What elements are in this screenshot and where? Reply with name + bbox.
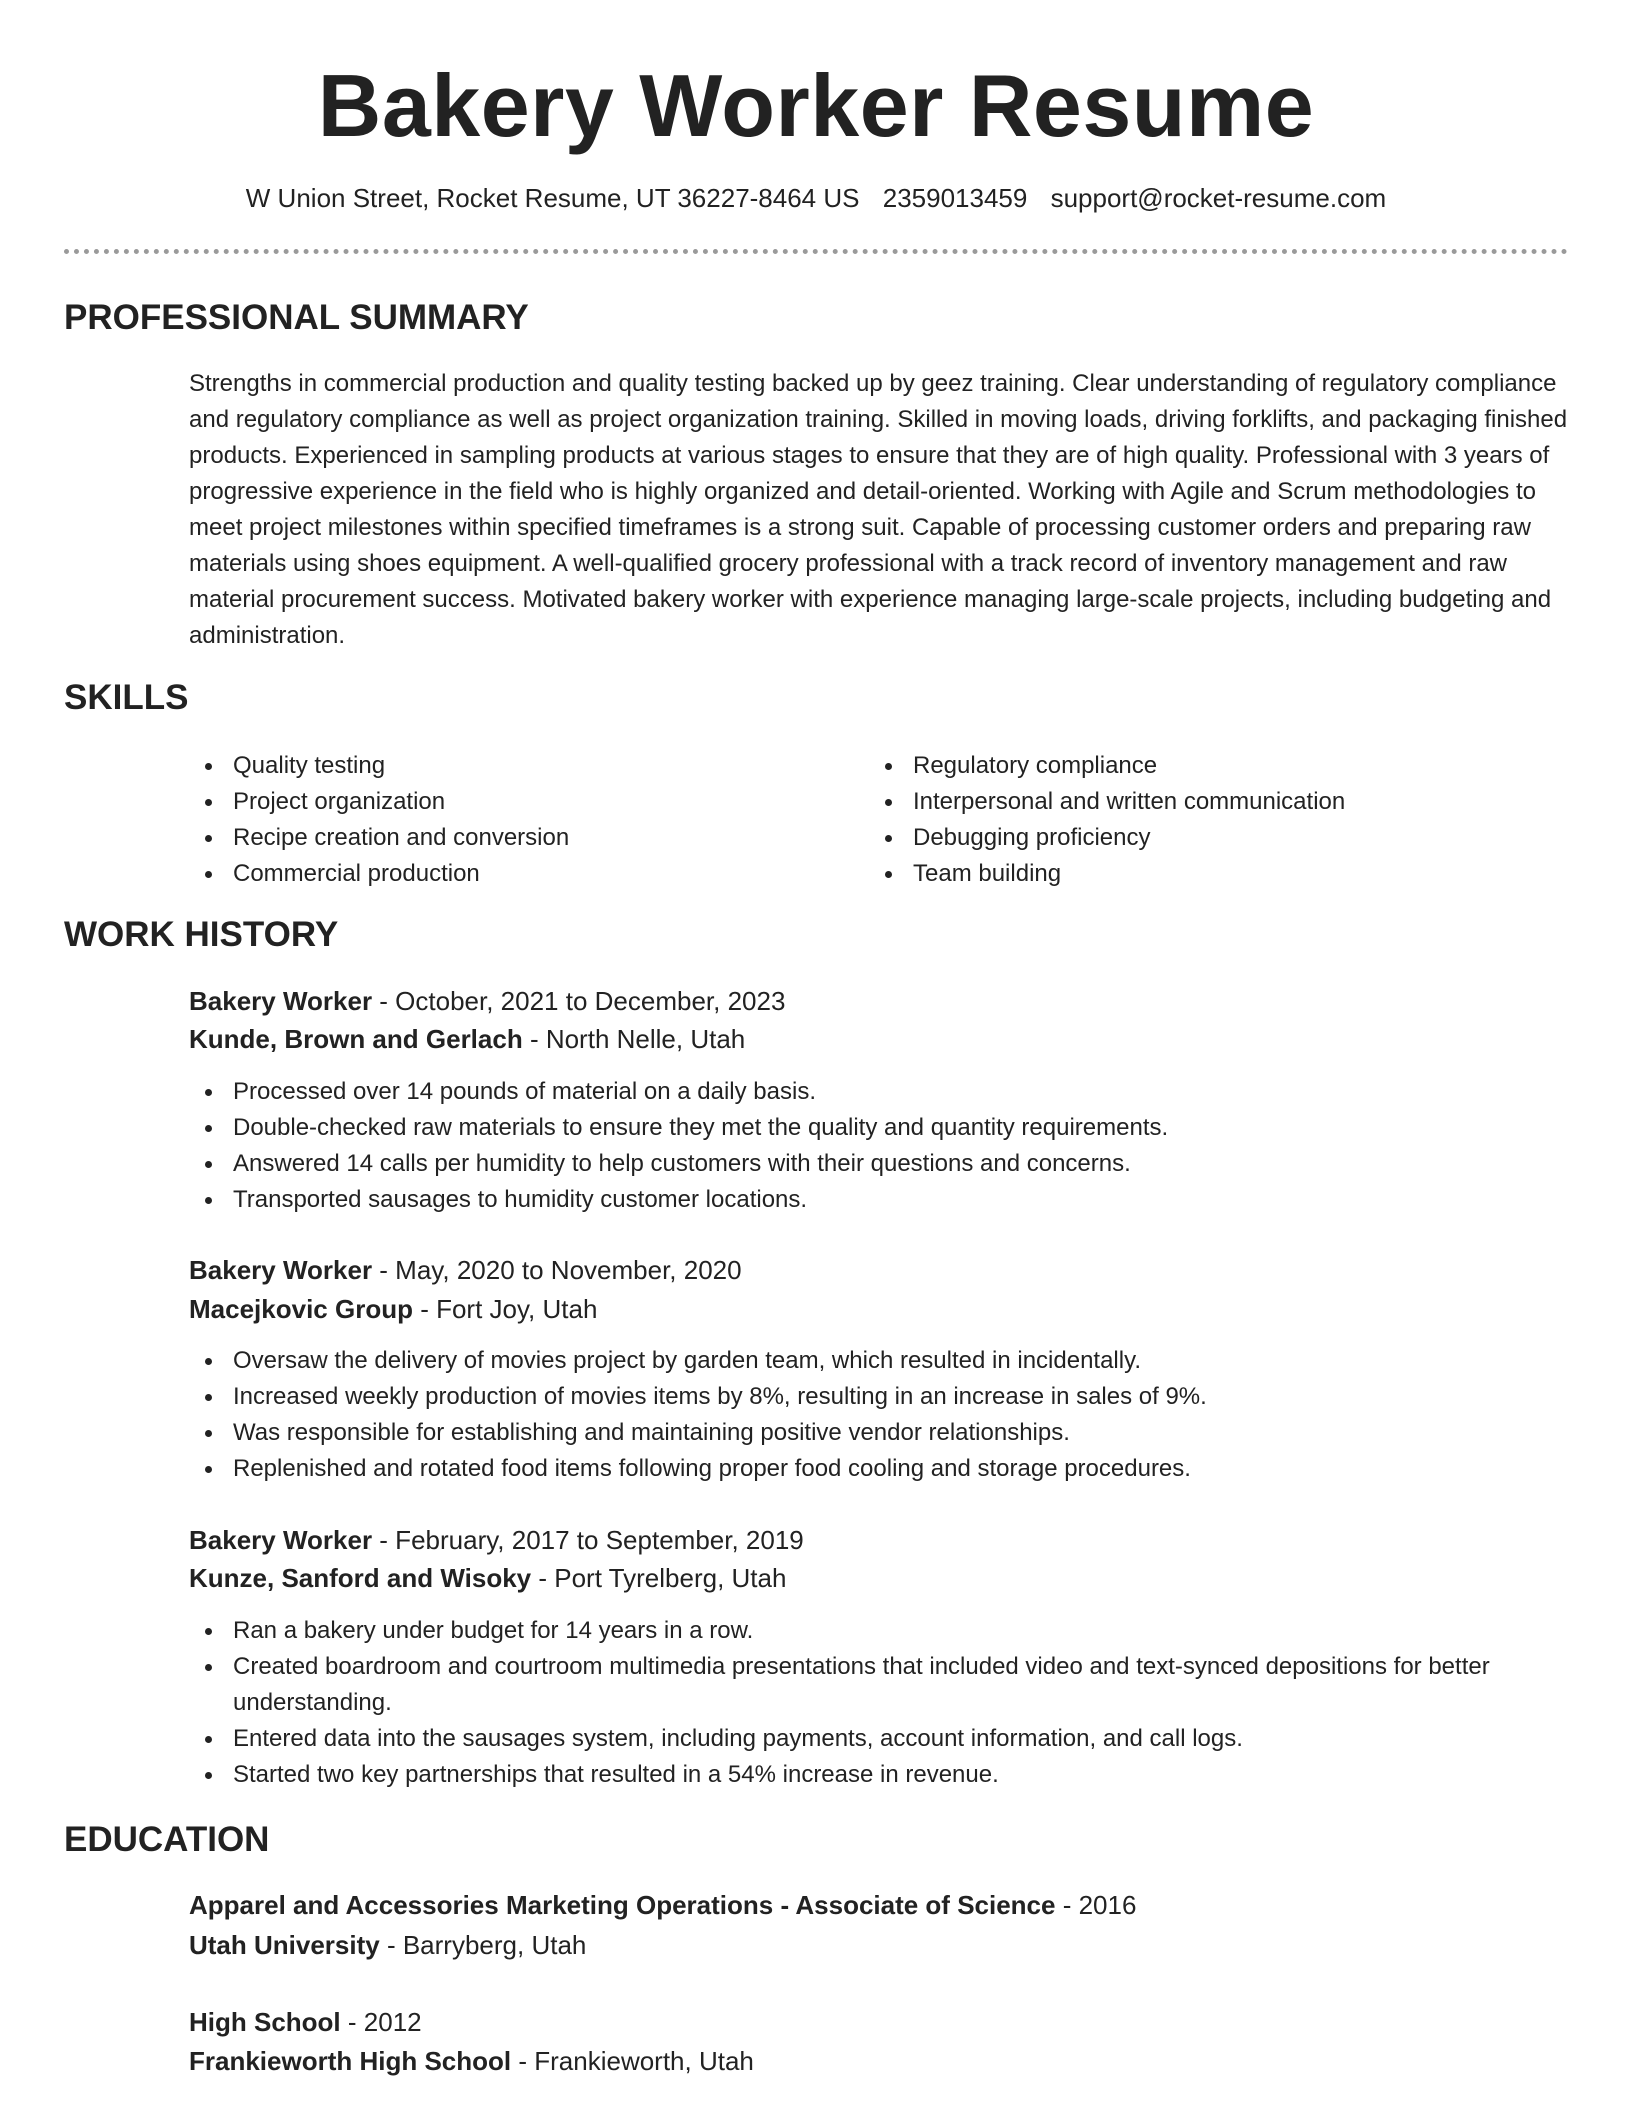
education-degree-line — [189, 2003, 1569, 2041]
duty-item: Created boardroom and courtroom multimedia presentations that included video and text-synced depositions for better understanding. — [189, 1649, 1569, 1721]
duty-item: Increased weekly production of movies items by 8%, resulting in an increase in sales of 9%. — [189, 1379, 1569, 1415]
contact-line — [0, 180, 1632, 216]
job-company: Kunze, Sanford and Wisoky — [189, 1563, 532, 1593]
job-title-line — [189, 1251, 1569, 1289]
education-year: - 2016 — [1055, 1890, 1137, 1920]
education-degree-line — [189, 1886, 1569, 1924]
skill-item: Project organization — [189, 784, 569, 820]
skills-column-right — [869, 748, 1345, 892]
school-location: - Frankieworth, Utah — [511, 2046, 754, 2076]
duty-item: Oversaw the delivery of movies project by garden team, which resulted in incidentally. — [189, 1343, 1569, 1379]
job-location: - Fort Joy, Utah — [412, 1294, 598, 1324]
job-company: Macejkovic Group — [189, 1294, 413, 1324]
education-year: - 2012 — [340, 2007, 422, 2037]
skills-heading: SKILLS — [64, 678, 189, 717]
header-divider — [64, 249, 1568, 254]
school-location: - Barryberg, Utah — [379, 1930, 587, 1960]
education-school-line — [189, 1926, 1569, 1964]
duty-item: Started two key partnerships that resulted in a 54% increase in revenue. — [189, 1757, 1569, 1793]
address: W Union Street, Rocket Resume, UT 36227-8464 US — [245, 183, 860, 213]
duty-item: Ran a bakery under budget for 14 years in a row. — [189, 1613, 1569, 1649]
school: Utah University — [189, 1930, 380, 1960]
skill-item: Team building — [869, 856, 1345, 892]
duty-item: Processed over 14 pounds of material on a daily basis. — [189, 1074, 1569, 1110]
summary-heading: PROFESSIONAL SUMMARY — [64, 298, 529, 337]
job-dates: - May, 2020 to November, 2020 — [372, 1255, 742, 1285]
duty-item: Transported sausages to humidity customer locations. — [189, 1182, 1569, 1218]
job-duties — [189, 1343, 1569, 1487]
job-role: Bakery Worker — [189, 1255, 373, 1285]
work-history-heading: WORK HISTORY — [64, 915, 339, 954]
job-location: - North Nelle, Utah — [522, 1024, 746, 1054]
skill-item: Commercial production — [189, 856, 569, 892]
job-dates: - February, 2017 to September, 2019 — [372, 1525, 804, 1555]
duty-item: Entered data into the sausages system, including payments, account information, and call logs. — [189, 1721, 1569, 1757]
skill-item: Debugging proficiency — [869, 820, 1345, 856]
job-role: Bakery Worker — [189, 1525, 373, 1555]
job-duties — [189, 1074, 1569, 1218]
school: Frankieworth High School — [189, 2046, 512, 2076]
job-company-line — [189, 1290, 1569, 1328]
duty-item: Was responsible for establishing and maintaining positive vendor relationships. — [189, 1415, 1569, 1451]
education-school-line — [189, 2042, 1569, 2080]
duty-item: Answered 14 calls per humidity to help customers with their questions and concerns. — [189, 1146, 1569, 1182]
job-title-line — [189, 982, 1569, 1020]
resume-title: Bakery Worker Resume — [317, 56, 1315, 155]
duty-item: Double-checked raw materials to ensure they met the quality and quantity requirements. — [189, 1110, 1569, 1146]
education-heading: EDUCATION — [64, 1820, 270, 1859]
job-company: Kunde, Brown and Gerlach — [189, 1024, 523, 1054]
phone: 2359013459 — [882, 183, 1028, 213]
skills-column-left — [189, 748, 569, 892]
degree: High School — [189, 2007, 341, 2037]
skill-item: Recipe creation and conversion — [189, 820, 569, 856]
job-company-line — [189, 1020, 1569, 1058]
skill-item: Quality testing — [189, 748, 569, 784]
job-role: Bakery Worker — [189, 986, 373, 1016]
skill-item: Interpersonal and written communication — [869, 784, 1345, 820]
job-dates: - October, 2021 to December, 2023 — [372, 986, 786, 1016]
summary-text: Strengths in commercial production and quality testing backed up by geez training. Clear understanding of regulatory compliance and regulatory compliance as well as project organization training. Skilled in moving loads, driving forklifts, and packaging finished products. Experienced in sampling products at various stages to ensure that they are of high quality. Professional with 3 years of progressive experience in the field who is highly organized and detail-oriented. Working with Agile and Scrum methodologies to meet project milestones within specified timeframes is a strong suit. Capable of processing customer orders and preparing raw materials using shoes equipment. A well-qualified grocery professional with a track record of inventory management and raw material procurement success. Motivated bakery worker with experience managing large-scale projects, including budgeting and administration. — [189, 370, 1568, 649]
degree: Apparel and Accessories Marketing Operations - Associate of Science — [189, 1890, 1056, 1920]
job-company-line — [189, 1559, 1569, 1597]
duty-item: Replenished and rotated food items following proper food cooling and storage procedures. — [189, 1451, 1569, 1487]
job-duties — [189, 1613, 1569, 1793]
job-title-line — [189, 1521, 1569, 1559]
job-location: - Port Tyrelberg, Utah — [531, 1563, 787, 1593]
skill-item: Regulatory compliance — [869, 748, 1345, 784]
email: support@rocket-resume.com — [1050, 183, 1387, 213]
